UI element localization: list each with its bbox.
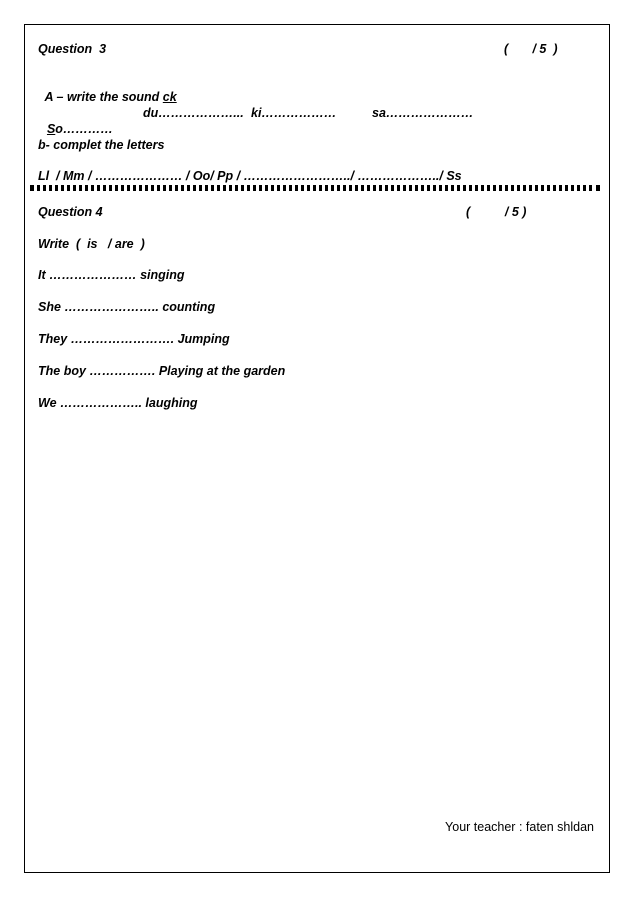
word-blank-1-first-letter: S [46, 122, 56, 136]
question-3-title: Question 3 [38, 42, 107, 56]
word-blank-2: du………………... [143, 106, 244, 120]
word-blank-3: ki……………… [251, 106, 337, 120]
question-4-score: ( / 5 ) [466, 205, 527, 219]
word-blank-4: sa………………… [372, 106, 474, 120]
part-a-sound: ck [162, 90, 177, 104]
question-3-score: ( / 5 ) [504, 42, 558, 56]
sentence-4: The boy ……………. Playing at the garden [38, 364, 286, 378]
sentence-2: She ………………….. counting [38, 300, 216, 314]
part-a-label: A – write the sound [44, 90, 163, 104]
sentence-3: They ……………………. Jumping [38, 332, 230, 346]
word-blank-1 [40, 105, 113, 137]
letters-sequence: Ll / Mm / ………………… / Oo/ Pp / ……………………../ ………………../ Ss [38, 169, 462, 183]
section-divider [30, 185, 600, 191]
sentence-1: It ………………… singing [38, 268, 185, 282]
question-4-instruction: Write ( is / are ) [38, 237, 145, 251]
question-4-title: Question 4 [38, 205, 103, 219]
sentence-5: We ……………….. laughing [38, 396, 198, 410]
word-blank-1-rest: o………… [55, 122, 113, 136]
teacher-signature: Your teacher : faten shldan [445, 820, 594, 834]
part-a-instruction [38, 73, 177, 105]
part-b-instruction: b- complet the letters [38, 138, 165, 152]
